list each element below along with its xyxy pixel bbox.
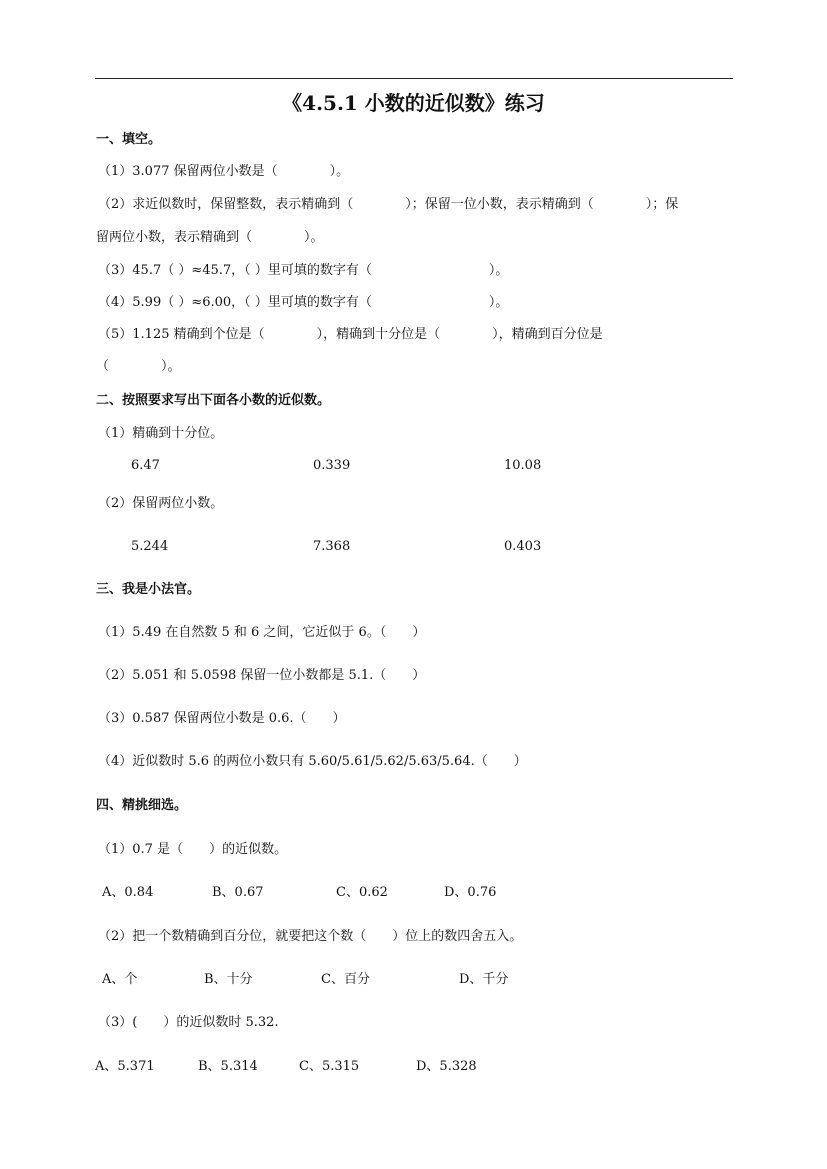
s4-q2-option-b: B、十分 — [204, 972, 253, 987]
section-4-heading: 四、精挑细选。 — [96, 798, 188, 813]
header-rule — [95, 78, 733, 79]
s1-question-3: （3）45.7（ ）≈45.7，（ ）里可填的数字有（ ）。 — [98, 263, 509, 278]
s1-question-5-line-1: （5）1.125 精确到个位是（ ），精确到十分位是（ ），精确到百分位是 — [98, 327, 603, 342]
s4-q3-option-b: B、5.314 — [198, 1059, 258, 1074]
section-3-heading: 三、我是小法官。 — [96, 582, 201, 597]
s1-question-1: （1）3.077 保留两位小数是（ ）。 — [98, 164, 350, 179]
s2-p2-number-2: 7.368 — [313, 539, 351, 554]
section-2-heading: 二、按照要求写出下面各小数的近似数。 — [96, 393, 331, 408]
s2-p1-number-2: 0.339 — [313, 458, 351, 473]
s2-p1-number-3: 10.08 — [504, 458, 542, 473]
s2-p2-number-3: 0.403 — [504, 539, 542, 554]
page-title: 《4.5.1 小数的近似数》练习 — [282, 91, 545, 115]
s2-p2-number-1: 5.244 — [131, 539, 169, 554]
s4-q1-option-b: B、0.67 — [212, 885, 264, 900]
s4-q3-option-d: D、5.328 — [416, 1059, 477, 1074]
s4-q3-option-c: C、5.315 — [299, 1059, 360, 1074]
s4-question-3: （3）( ）的近似数时 5.32. — [98, 1015, 279, 1030]
s4-q3-option-a: A、5.371 — [95, 1059, 155, 1074]
section-1-heading: 一、填空。 — [96, 132, 162, 147]
s4-q1-option-a: A、0.84 — [102, 885, 154, 900]
s3-question-1: （1）5.49 在自然数 5 和 6 之间，它近似于 6。（ ） — [98, 625, 426, 640]
s4-question-2: （2）把一个数精确到百分位，就要把这个数（ ）位上的数四舍五入。 — [98, 929, 523, 944]
s1-question-2-line-1: （2）求近似数时，保留整数，表示精确到（ ）；保留一位小数，表示精确到（ ）；保 — [98, 197, 679, 212]
s4-q1-option-d: D、0.76 — [444, 885, 497, 900]
s3-question-4: （4）近似数时 5.6 的两位小数只有 5.60/5.61/5.62/5.63/5.64.（ ） — [98, 754, 527, 769]
s4-q2-option-d: D、千分 — [459, 972, 509, 987]
s2-part-1: （1）精确到十分位。 — [98, 426, 224, 441]
s4-question-1: （1）0.7 是（ ）的近似数。 — [98, 842, 288, 857]
s3-question-2: （2）5.051 和 5.0598 保留一位小数都是 5.1.（ ） — [98, 668, 426, 683]
s1-question-4: （4）5.99（ ）≈6.00，（ ）里可填的数字有（ ）。 — [98, 295, 509, 310]
s2-p1-number-1: 6.47 — [131, 458, 160, 473]
s3-question-3: （3）0.587 保留两位小数是 0.6.（ ） — [98, 711, 346, 726]
s1-question-2-line-2: 留两位小数，表示精确到（ ）。 — [96, 230, 324, 245]
s4-q2-option-c: C、百分 — [321, 972, 370, 987]
s1-question-5-line-2: （ ）。 — [96, 359, 181, 374]
s4-q2-option-a: A、个 — [102, 972, 138, 987]
s4-q1-option-c: C、0.62 — [336, 885, 388, 900]
s2-part-2: （2）保留两位小数。 — [98, 496, 224, 511]
